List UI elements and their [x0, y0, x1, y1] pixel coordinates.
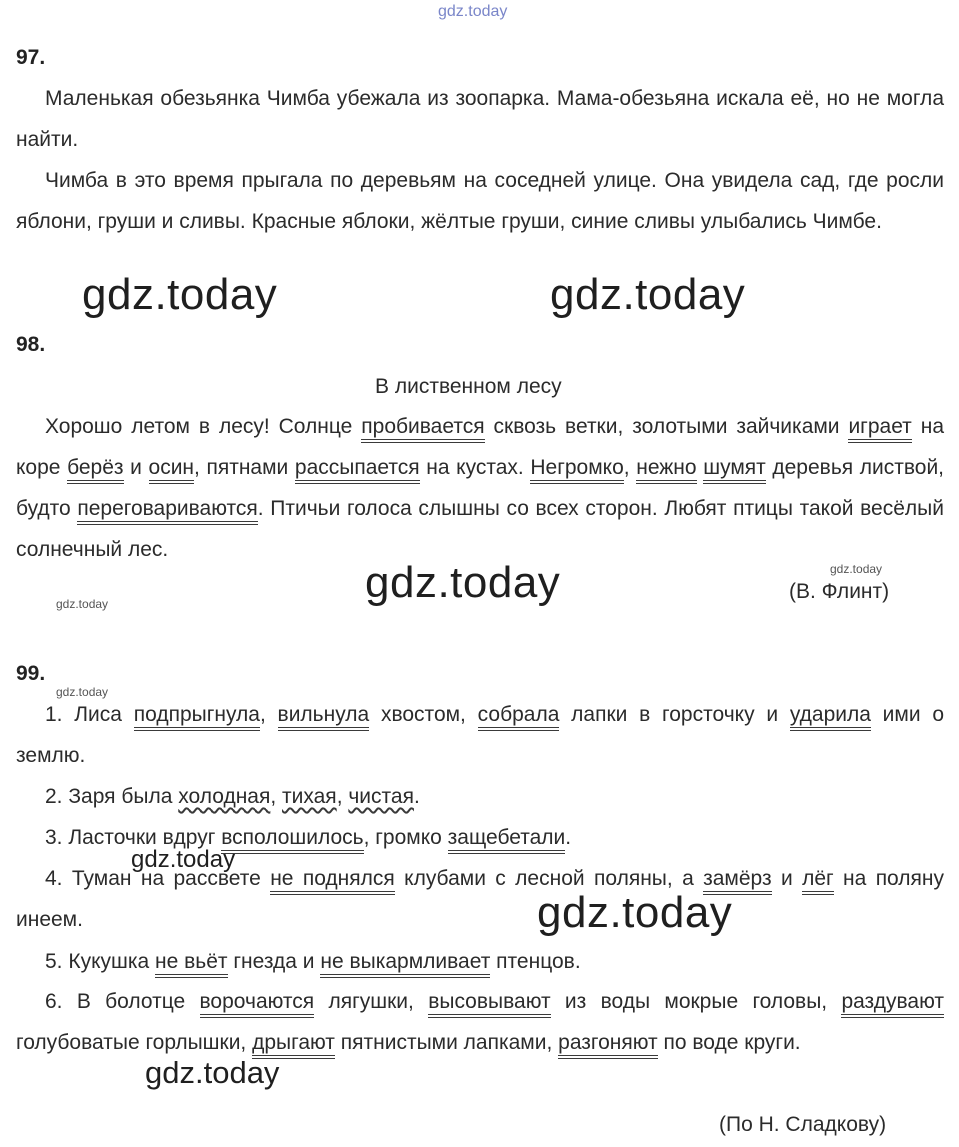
predicate: всполошилось — [221, 826, 363, 854]
predicate: лёг — [802, 867, 834, 895]
underlined-word: Негромко — [530, 456, 623, 484]
watermark: gdz.today — [365, 558, 561, 607]
wavy-underlined-word: холодная — [178, 785, 271, 808]
exercise-97-paragraph-2: Чимба в это время прыгала по деревьям на соседней улице. Она увидела сад, где росли яблони, груши и сливы. Красные яблоки, жёлтые груши, синие сливы улыбались Чимбе. — [16, 169, 944, 233]
predicate: вильнула — [278, 703, 370, 731]
exercise-97-number: 97. — [16, 46, 46, 69]
predicate: не вьёт — [155, 950, 228, 978]
predicate: раздувают — [841, 990, 944, 1018]
watermark: gdz.today — [550, 270, 746, 319]
predicate: дрыгают — [252, 1031, 335, 1059]
watermark-small: gdz.today — [56, 597, 109, 611]
predicate: разгоняют — [558, 1031, 658, 1059]
predicate: ворочаются — [200, 990, 315, 1018]
predicate: ударила — [790, 703, 871, 731]
predicate: не поднялся — [270, 867, 395, 895]
exercise-98-text: Хорошо летом в лесу! Солнце пробивается сквозь ветки, золотыми зайчиками играет на коре берёз и осин, пятнами рассыпается на кустах. Негромко, нежно шумят деревья листвой, будто переговариваются. Птичьи голоса слышны со всех сторон. Любят птицы такой весёлый солнечный лес. — [16, 415, 945, 561]
wavy-underlined-word: тихая — [282, 785, 337, 808]
watermark-small: gdz.today — [830, 562, 883, 576]
predicate: высовывают — [428, 990, 550, 1018]
exercise-99-item-4: 4. Туман на рассвете не поднялся клубами с лесной поляны, а замёрз и лёг на поляну инеем. — [16, 867, 945, 931]
predicate: играет — [848, 415, 911, 443]
predicate: не выкармливает — [320, 950, 490, 978]
exercise-99-item-1: 1. Лиса подпрыгнула, вильнула хвостом, собрала лапки в горсточку и ударила ими о землю. — [16, 703, 945, 767]
exercise-99-item-5: 5. Кукушка не вьёт гнезда и не выкармливает птенцов. — [45, 950, 581, 974]
watermark: gdz.today — [82, 270, 278, 319]
underlined-word: нежно — [636, 456, 696, 484]
exercise-99-author: (По Н. Сладкову) — [719, 1113, 887, 1136]
predicate: пробивается — [361, 415, 484, 443]
exercise-99-number: 99. — [16, 662, 46, 685]
exercise-99-item-2: 2. Заря была холодная, тихая, чистая. — [45, 785, 420, 808]
exercise-99-item-6: 6. В болотце ворочаются лягушки, высовывают из воды мокрые головы, раздувают голубоватые горлышки, дрыгают пятнистыми лапками, разгоняют по воде круги. — [16, 981, 944, 1063]
predicate: защебетали — [448, 826, 566, 854]
wavy-underlined-word: чистая — [348, 785, 414, 808]
watermark-top: gdz.today — [438, 3, 508, 20]
exercise-98-author: (В. Флинт) — [789, 580, 890, 603]
watermark-small: gdz.today — [56, 685, 109, 699]
exercise-97-paragraph-1: Маленькая обезьянка Чимба убежала из зоопарка. Мама-обезьяна искала её, но не могла найти. — [16, 87, 944, 151]
underlined-word: берёз — [67, 456, 123, 484]
watermark: gdz.today — [537, 888, 733, 937]
predicate: рассыпается — [295, 456, 420, 484]
predicate: переговариваются — [77, 497, 257, 525]
predicate: шумят — [703, 456, 766, 484]
watermark: gdz.today — [145, 1055, 280, 1090]
exercise-98-title: В лиственном лесу — [375, 375, 562, 398]
watermark: gdz.today — [131, 846, 236, 873]
underlined-word: осин — [149, 456, 195, 484]
predicate: собрала — [478, 703, 560, 731]
exercise-99-item-3: 3. Ласточки вдруг всполошилось, громко защебетали. — [45, 826, 571, 850]
predicate: подпрыгнула — [134, 703, 260, 731]
predicate: замёрз — [703, 867, 772, 895]
exercise-98-number: 98. — [16, 333, 46, 356]
